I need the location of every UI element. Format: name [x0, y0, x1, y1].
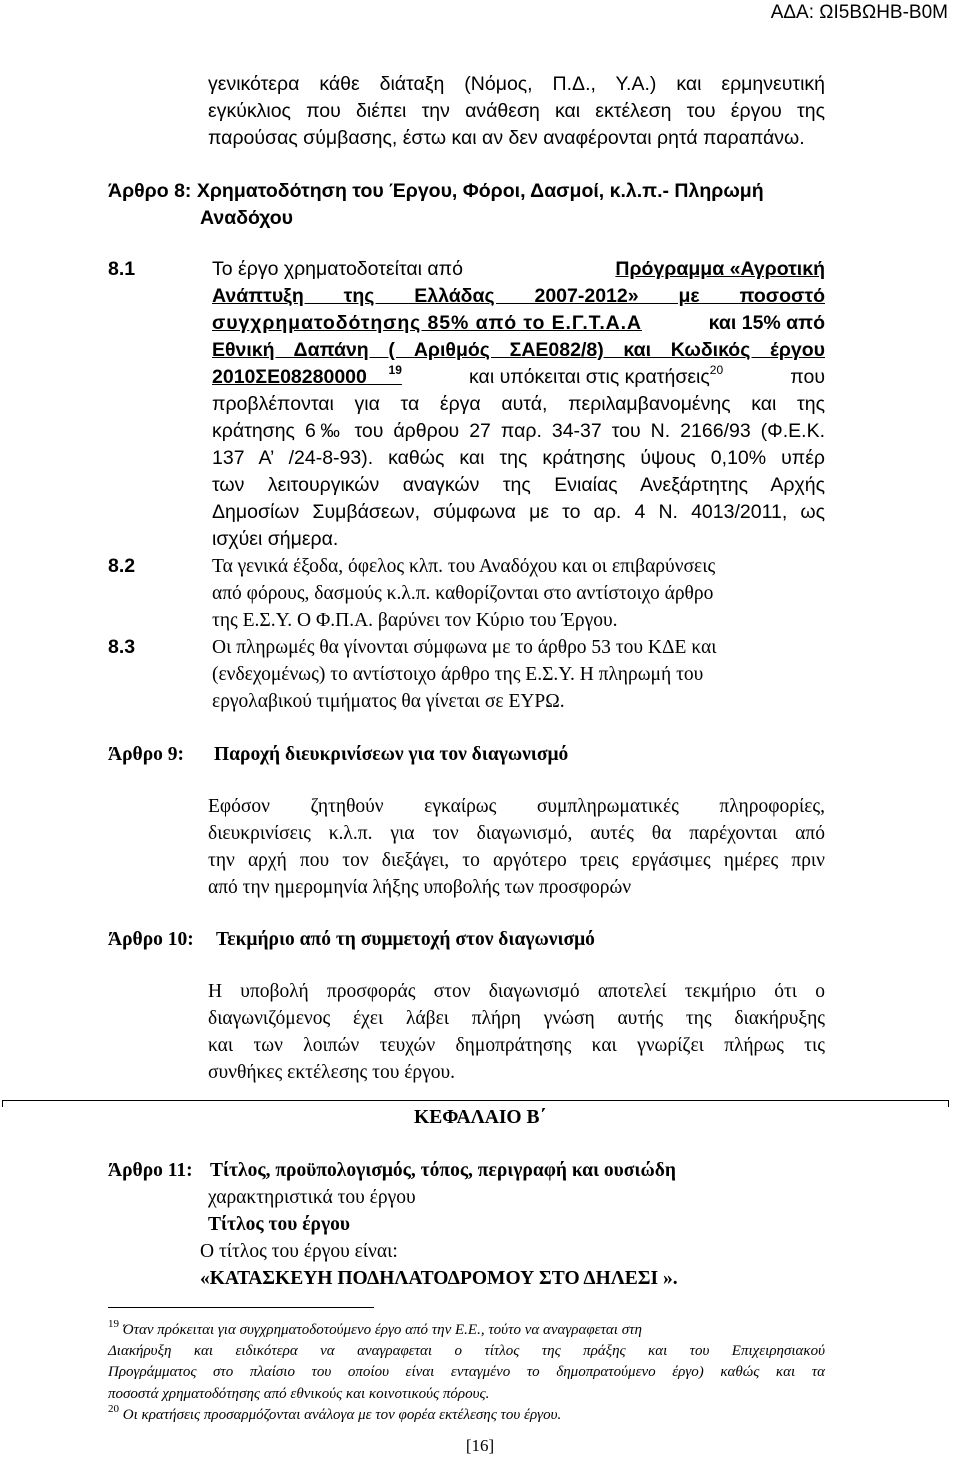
section-8-3-line-3: εργολαβικού τιμήματος θα γίνεται σε ΕΥΡΩ.: [212, 691, 565, 712]
intro-line-1: γενικότερα κάθε διάταξη (Νόμος, Π.Δ., Υ.Α.) και ερμηνευτική: [208, 73, 825, 95]
footnote-separator: [108, 1307, 374, 1308]
article-8-heading-cont: Αναδόχου: [200, 207, 294, 229]
article-11-intro: Ο τίτλος του έργου είναι:: [200, 1241, 398, 1262]
financing-intro: Το έργο χρηματοδοτείται από: [212, 258, 463, 280]
national-rate: και 15% από: [708, 312, 825, 334]
section-8-1-line-1: [212, 256, 825, 283]
article-11-title-cont: χαρακτηριστικά του έργου: [208, 1187, 416, 1208]
footnote-19-line-4: ποσοστά χρηματοδότησης από εθνικούς και κοινοτικούς πόρους.: [108, 1386, 490, 1402]
project-code: 2010ΣΕ08280000 $^{19}$: [212, 363, 402, 388]
article-9-line-4: από την ημερομηνία λήξης υποβολής των προσφορών: [208, 877, 632, 898]
section-8-1-number: 8.1: [108, 258, 136, 280]
section-8-1-line-10: Δημοσίων Συμβάσεων, σύμφωνα με το αρ. 4 Ν. 4013/2011, ως: [212, 501, 825, 523]
article-11-label: Άρθρο 11:: [108, 1160, 193, 1181]
section-8-1-line-7: κράτησης 6‰ του άρθρου 27 παρ. 34-37 του Ν. 2166/93 (Φ.Ε.Κ.: [212, 420, 825, 442]
section-8-1-line-2: Ανάπτυξη της Ελλάδας 2007-2012» με ποσοστό: [212, 285, 825, 307]
section-8-3-line-1: Οι πληρωμές θα γίνονται σύμφωνα με το άρθρο 53 του ΚΔΕ και: [212, 637, 717, 658]
article-10-label: Άρθρο 10:: [108, 929, 194, 950]
article-11-subtitle: Τίτλος του έργου: [208, 1214, 350, 1235]
footnote-19-number: 19: [108, 1318, 119, 1330]
article-8-heading: Άρθρο 8: Χρηματοδότηση του Έργου, Φόροι, Δασμοί, κ.λ.π.- Πληρωμή: [108, 180, 764, 202]
cofinancing-rate: συγχρηματοδότησης 85% από το Ε.Γ.Τ.Α.Α: [212, 312, 642, 334]
program-name: Πρόγραμμα «Αγροτική: [615, 258, 825, 280]
project-title: «ΚΑΤΑΣΚΕΥΗ ΠΟΔΗΛΑΤΟΔΡΟΜΟΥ ΣΤΟ ΔΗΛΕΣΙ ».: [200, 1268, 678, 1289]
chapter-title: ΚΕΦΑΛΑΙΟ Β΄: [414, 1107, 546, 1128]
section-8-1-line-8: 137 Α’ /24-8-93). καθώς και της κράτησης ύψους 0,10% υπέρ: [212, 447, 825, 469]
page-number: [16]: [465, 1436, 495, 1455]
section-8-1-line-4: Εθνική Δαπάνη ( Αριθμός ΣΑΕ082/8) και Κωδικός έργου: [212, 339, 825, 361]
intro-line-3: παρούσας σύμβασης, έστω και αν δεν αναφέρονται ρητά παραπάνω.: [208, 127, 805, 149]
section-8-1-line-3: [212, 310, 825, 337]
article-9-line-1: Εφόσον ζητηθούν εγκαίρως συμπληρωματικές πληροφορίες,: [208, 796, 825, 817]
section-8-2-line-1: Τα γενικά έξοδα, όφελος κλπ. του Αναδόχου και οι επιβαρύνσεις: [212, 556, 716, 577]
section-8-3-number: 8.3: [108, 636, 136, 658]
section-8-3-line-2: (ενδεχομένως) το αντίστοιχο άρθρο της Ε.Σ.Υ. Η πληρωμή του: [212, 664, 704, 685]
article-9-title: Παροχή διευκρινίσεων για τον διαγωνισμό: [214, 744, 569, 765]
section-8-2-number: 8.2: [108, 555, 136, 577]
article-11-title: Τίτλος, προϋπολογισμός, τόπος, περιγραφή και ουσιώδη: [210, 1160, 676, 1181]
article-9-line-2: διευκρινίσεις κ.λ.π. για τον διαγωνισμό, αυτές θα παρέχονται από: [208, 823, 825, 844]
footnote-19-line-3: Προγράμματος στο πλαίσιο του οποίου είναι ενταγμένο το δημοπρατούμενο έργο) καθώς και τα: [108, 1364, 825, 1380]
footnote-ref-19[interactable]: 19: [388, 363, 402, 377]
article-10-line-4: συνθήκες εκτέλεσης του έργου.: [208, 1062, 456, 1083]
footnote-20-number: 20: [108, 1403, 119, 1415]
section-8-2-line-2: από φόρους, δασμούς κ.λ.π. καθορίζονται στο αντίστοιχο άρθρο: [212, 583, 714, 604]
ada-code: ΑΔΑ: ΩΙ5ΒΩΗΒ-Β0Μ: [770, 2, 948, 23]
section-8-1-line-9: των λειτουργικών αναγκών της Ενιαίας Ανεξάρτητης Αρχής: [212, 474, 825, 496]
article-10-title: Τεκμήριο από τη συμμετοχή στον διαγωνισμό: [216, 929, 595, 950]
article-9-label: Άρθρο 9:: [108, 744, 185, 765]
article-10-line-2: διαγωνιζόμενος έχει λάβει πλήρη γνώση αυτής της διακήρυξης: [208, 1008, 825, 1029]
footnote-ref-20[interactable]: 20: [709, 363, 724, 377]
section-8-2-line-3: της Ε.Σ.Υ. Ο Φ.Π.Α. βαρύνει τον Κύριο του Έργου.: [212, 610, 618, 631]
article-10-line-3: και των λοιπών τευχών δημοπράτησης και γνωρίζει πλήρως τις: [208, 1035, 825, 1056]
section-8-1-line-11: ισχύει σήμερα.: [212, 528, 339, 550]
section-8-1-line-6: προβλέπονται για τα έργα αυτά, περιλαμβανομένης και της: [212, 393, 825, 415]
footnote-20: $^{20}$ Οι κρατήσεις προσαρμόζονται ανάλογα με τον φορέα εκτέλεσης του έργου.: [108, 1403, 562, 1423]
footnote-19-line-2: Διακήρυξη και ειδικότερα να αναγραφεται ο τίτλος της πράξης και του Επιχειρησιακού: [108, 1343, 825, 1359]
article-10-line-1: Η υποβολή προσφοράς στον διαγωνισμό αποτελεί τεκμήριο ότι ο: [208, 981, 825, 1002]
intro-line-2: εγκύκλιος που διέπει την ανάθεση και εκτέλεση του έργου της: [208, 100, 825, 122]
section-8-1-line-5: 2010ΣΕ08280000 $^{19}$ και υπόκειται στις κρατήσεις$^{20}$ που: [212, 364, 825, 393]
footnote-19-line-1: $^{19}$ Όταν πρόκειται για συγχρηματοδοτούμενο έργο από την Ε.Ε., τούτο να αναγραφεται στη: [108, 1318, 642, 1338]
article-9-line-3: την αρχή που τον διεξάγει, το αργότερο τρεις εργάσιμες ημέρες πριν: [208, 850, 825, 871]
